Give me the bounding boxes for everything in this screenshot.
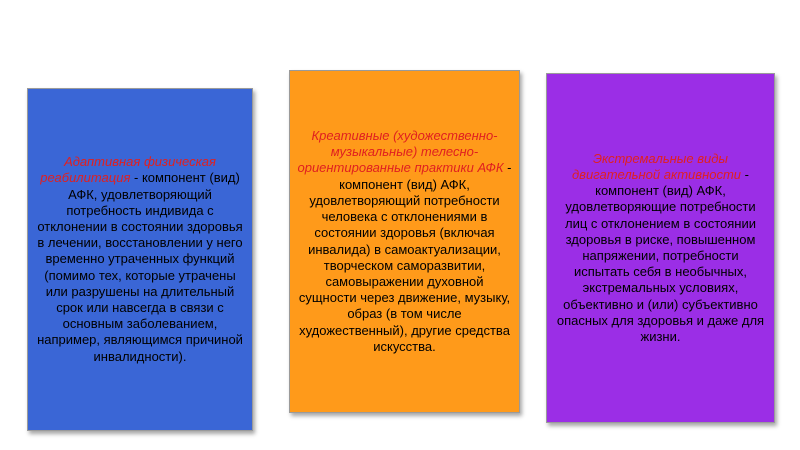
card-creative-practices [289, 70, 520, 413]
card-term: Адаптивная физическая реабилитация [40, 154, 216, 186]
card-term: Экстремальные виды двигательной активности [572, 150, 742, 182]
card-text [28, 154, 252, 365]
card-body: - компонент (вид) АФК, удовлетворяющий потребность индивида с отклонении в состоянии здоровья в лечении, восстановлении у него временно утраченных функций (помимо тех, которые утрачены или разрушены на длительный срок или навсегда в связи с основным заболеванием, например, являющимся причиной инвалидности). [37, 170, 243, 364]
card-adaptive-rehabilitation [27, 88, 253, 431]
card-text [547, 151, 774, 345]
card-body: - компонент (вид) АФК, удовлетворяющий потребности человека с отклонениями в состоянии здоровья (включая инвалида) в самоактуализации, творческом саморазвитии, самовыражении духовной сущности через движение, музыку, образ (в том числе художественный), другие средства искусства. [298, 160, 512, 354]
card-term: Креативные (художественно-музыкальные) телесно-ориентированные практики АФК [297, 128, 504, 176]
card-body: - компонент (вид) АФК, удовлетворяющие потребности лиц с отклонением в состоянии здоровья в риске, повышенном напряжении, потребности испытать себя в необычных, экстремальных условиях, объективно и (или) субъективно опасных для здоровья и даже для жизни. [556, 166, 765, 345]
card-text [290, 128, 519, 355]
card-extreme-activity [546, 73, 775, 423]
